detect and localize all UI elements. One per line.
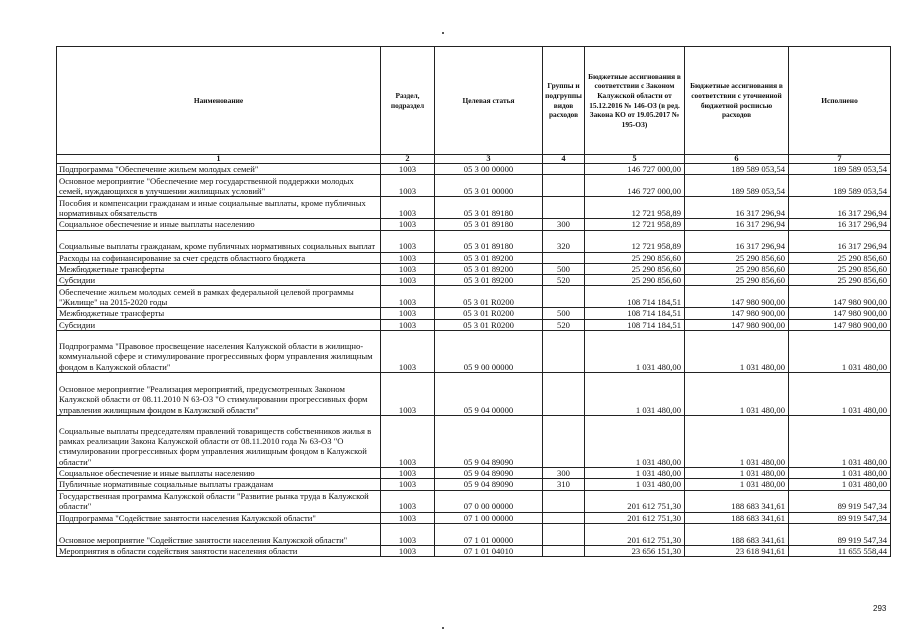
table-row	[57, 263, 891, 274]
row-budget-law: 1 031 480,00	[585, 373, 685, 416]
row-section: 1003	[381, 197, 435, 219]
row-budget-refined: 188 683 341,61	[685, 512, 789, 523]
row-section: 1003	[381, 252, 435, 263]
row-budget-refined: 189 589 053,54	[685, 175, 789, 197]
column-number-row	[57, 155, 891, 164]
row-name: Межбюджетные трансферты	[57, 263, 381, 274]
row-target-article: 05 3 01 89200	[435, 275, 543, 286]
table-row	[57, 252, 891, 263]
row-budget-law: 25 290 856,60	[585, 263, 685, 274]
row-name: Основное мероприятие "Реализация мероприятий, предусмотренных Законом Калужской области от 08.11.2010 N 63-ОЗ "О стимулировании прогрессивных форм управления жилищным фондом в Калужской области"	[57, 373, 381, 416]
row-budget-law: 201 612 751,30	[585, 490, 685, 512]
scan-mark-top	[442, 32, 444, 34]
row-executed: 89 919 547,34	[789, 512, 891, 523]
row-target-article: 05 9 04 89090	[435, 468, 543, 479]
row-budget-law: 25 290 856,60	[585, 275, 685, 286]
row-name: Социальное обеспечение и иные выплаты населению	[57, 219, 381, 230]
row-target-article: 07 1 00 00000	[435, 512, 543, 523]
table-row	[57, 275, 891, 286]
row-target-article: 05 3 01 89200	[435, 252, 543, 263]
row-target-article: 05 3 01 00000	[435, 175, 543, 197]
row-budget-refined: 1 031 480,00	[685, 479, 789, 490]
row-budget-law: 1 031 480,00	[585, 479, 685, 490]
row-target-article: 07 0 00 00000	[435, 490, 543, 512]
row-executed: 25 290 856,60	[789, 263, 891, 274]
row-target-article: 05 9 04 89090	[435, 479, 543, 490]
row-executed: 189 589 053,54	[789, 164, 891, 175]
row-expense-group: 500	[543, 308, 585, 319]
row-budget-refined: 25 290 856,60	[685, 275, 789, 286]
row-budget-refined: 147 980 900,00	[685, 319, 789, 330]
row-budget-refined: 1 031 480,00	[685, 468, 789, 479]
row-expense-group	[543, 175, 585, 197]
table-row	[57, 319, 891, 330]
row-expense-group	[543, 545, 585, 556]
row-executed: 89 919 547,34	[789, 523, 891, 545]
row-expense-group	[543, 512, 585, 523]
row-expense-group: 520	[543, 275, 585, 286]
table-row	[57, 164, 891, 175]
row-target-article: 05 3 01 89200	[435, 263, 543, 274]
row-section: 1003	[381, 319, 435, 330]
row-executed: 25 290 856,60	[789, 252, 891, 263]
table-row	[57, 219, 891, 230]
row-target-article: 05 3 01 R0200	[435, 308, 543, 319]
row-name: Социальные выплаты гражданам, кроме публичных нормативных социальных выплат	[57, 230, 381, 252]
row-section: 1003	[381, 263, 435, 274]
row-expense-group: 520	[543, 319, 585, 330]
row-section: 1003	[381, 512, 435, 523]
row-expense-group: 300	[543, 219, 585, 230]
column-number: 3	[435, 155, 543, 164]
row-budget-refined: 25 290 856,60	[685, 263, 789, 274]
row-name: Межбюджетные трансферты	[57, 308, 381, 319]
row-expense-group	[543, 286, 585, 308]
row-name: Подпрограмма "Обеспечение жильем молодых семей"	[57, 164, 381, 175]
row-target-article: 05 3 00 00000	[435, 164, 543, 175]
row-executed: 1 031 480,00	[789, 331, 891, 373]
table-row	[57, 545, 891, 556]
row-budget-law: 25 290 856,60	[585, 252, 685, 263]
column-number: 5	[585, 155, 685, 164]
row-section: 1003	[381, 468, 435, 479]
row-expense-group: 300	[543, 468, 585, 479]
row-target-article: 07 1 01 04010	[435, 545, 543, 556]
budget-table	[56, 46, 891, 557]
row-budget-law: 1 031 480,00	[585, 416, 685, 468]
row-executed: 25 290 856,60	[789, 275, 891, 286]
row-name: Обеспечение жильем молодых семей в рамках федеральной целевой программы "Жилище" на 2015-2020 годы	[57, 286, 381, 308]
row-section: 1003	[381, 490, 435, 512]
row-budget-refined: 1 031 480,00	[685, 373, 789, 416]
row-budget-law: 1 031 480,00	[585, 331, 685, 373]
row-budget-law: 108 714 184,51	[585, 319, 685, 330]
row-target-article: 07 1 01 00000	[435, 523, 543, 545]
table-row	[57, 331, 891, 373]
row-name: Расходы на софинансирование за счет средств областного бюджета	[57, 252, 381, 263]
row-section: 1003	[381, 523, 435, 545]
table-row	[57, 230, 891, 252]
row-name: Мероприятия в области содействия занятости населения области	[57, 545, 381, 556]
column-number: 2	[381, 155, 435, 164]
table-row	[57, 373, 891, 416]
row-section: 1003	[381, 175, 435, 197]
row-section: 1003	[381, 219, 435, 230]
row-budget-law: 146 727 000,00	[585, 175, 685, 197]
row-target-article: 05 9 04 89090	[435, 416, 543, 468]
row-expense-group	[543, 164, 585, 175]
row-budget-refined: 1 031 480,00	[685, 331, 789, 373]
header-budget-law: Бюджетные ассигнования в соответствии с Законом Калужской области от 15.12.2016 № 146-ОЗ (в ред. Закона КО от 19.05.2017 № 195-ОЗ)	[585, 47, 685, 155]
row-target-article: 05 9 04 00000	[435, 373, 543, 416]
row-expense-group	[543, 523, 585, 545]
row-section: 1003	[381, 479, 435, 490]
row-name: Подпрограмма "Содействие занятости населения Калужской области"	[57, 512, 381, 523]
row-budget-law: 201 612 751,30	[585, 523, 685, 545]
row-budget-refined: 188 683 341,61	[685, 523, 789, 545]
table-row	[57, 416, 891, 468]
row-expense-group	[543, 416, 585, 468]
budget-report-page	[56, 46, 890, 557]
header-section: Раздел, подраздел	[381, 47, 435, 155]
table-row	[57, 175, 891, 197]
table-row	[57, 490, 891, 512]
row-name: Субсидии	[57, 275, 381, 286]
row-budget-refined: 16 317 296,94	[685, 219, 789, 230]
row-name: Социальное обеспечение и иные выплаты населению	[57, 468, 381, 479]
scan-mark-bottom	[442, 627, 444, 629]
row-expense-group: 320	[543, 230, 585, 252]
row-name: Государственная программа Калужской области "Развитие рынка труда в Калужской области"	[57, 490, 381, 512]
table-row	[57, 286, 891, 308]
row-target-article: 05 3 01 89180	[435, 197, 543, 219]
row-executed: 147 980 900,00	[789, 308, 891, 319]
row-executed: 1 031 480,00	[789, 416, 891, 468]
row-section: 1003	[381, 416, 435, 468]
header-article: Целевая статья	[435, 47, 543, 155]
row-section: 1003	[381, 164, 435, 175]
row-budget-refined: 188 683 341,61	[685, 490, 789, 512]
column-number: 4	[543, 155, 585, 164]
page-number: 293	[873, 604, 887, 613]
row-section: 1003	[381, 275, 435, 286]
row-budget-law: 12 721 958,89	[585, 230, 685, 252]
row-executed: 1 031 480,00	[789, 468, 891, 479]
row-executed: 147 980 900,00	[789, 286, 891, 308]
row-section: 1003	[381, 230, 435, 252]
row-budget-law: 12 721 958,89	[585, 219, 685, 230]
row-budget-law: 146 727 000,00	[585, 164, 685, 175]
header-executed: Исполнено	[789, 47, 891, 155]
row-executed: 89 919 547,34	[789, 490, 891, 512]
table-row	[57, 468, 891, 479]
row-executed: 1 031 480,00	[789, 479, 891, 490]
row-section: 1003	[381, 286, 435, 308]
row-name: Публичные нормативные социальные выплаты гражданам	[57, 479, 381, 490]
row-expense-group: 310	[543, 479, 585, 490]
table-header	[57, 47, 891, 164]
row-target-article: 05 3 01 R0200	[435, 319, 543, 330]
header-name: Наименование	[57, 47, 381, 155]
row-target-article: 05 9 00 00000	[435, 331, 543, 373]
row-section: 1003	[381, 545, 435, 556]
row-budget-refined: 16 317 296,94	[685, 197, 789, 219]
row-budget-law: 1 031 480,00	[585, 468, 685, 479]
row-target-article: 05 3 01 89180	[435, 230, 543, 252]
row-executed: 147 980 900,00	[789, 319, 891, 330]
row-section: 1003	[381, 331, 435, 373]
row-budget-law: 12 721 958,89	[585, 197, 685, 219]
row-target-article: 05 3 01 R0200	[435, 286, 543, 308]
row-budget-law: 108 714 184,51	[585, 308, 685, 319]
row-budget-refined: 16 317 296,94	[685, 230, 789, 252]
row-budget-law: 23 656 151,30	[585, 545, 685, 556]
row-budget-refined: 25 290 856,60	[685, 252, 789, 263]
column-number: 1	[57, 155, 381, 164]
row-expense-group	[543, 490, 585, 512]
header-budget-refined: Бюджетные ассигнования в соответствии с уточненной бюджетной росписью расходов	[685, 47, 789, 155]
row-name: Субсидии	[57, 319, 381, 330]
row-name: Пособия и компенсации гражданам и иные социальные выплаты, кроме публичных нормативных обязательств	[57, 197, 381, 219]
row-budget-law: 108 714 184,51	[585, 286, 685, 308]
row-budget-refined: 147 980 900,00	[685, 286, 789, 308]
row-target-article: 05 3 01 89180	[435, 219, 543, 230]
row-section: 1003	[381, 308, 435, 319]
row-budget-refined: 23 618 941,61	[685, 545, 789, 556]
row-name: Основное мероприятие "Содействие занятости населения Калужской области"	[57, 523, 381, 545]
row-budget-law: 201 612 751,30	[585, 512, 685, 523]
row-executed: 189 589 053,54	[789, 175, 891, 197]
table-row	[57, 512, 891, 523]
row-executed: 1 031 480,00	[789, 373, 891, 416]
table-body	[57, 164, 891, 557]
row-executed: 16 317 296,94	[789, 230, 891, 252]
row-budget-refined: 189 589 053,54	[685, 164, 789, 175]
row-section: 1003	[381, 373, 435, 416]
row-budget-refined: 1 031 480,00	[685, 416, 789, 468]
row-expense-group	[543, 331, 585, 373]
table-row	[57, 523, 891, 545]
row-executed: 16 317 296,94	[789, 197, 891, 219]
table-row	[57, 479, 891, 490]
column-number: 7	[789, 155, 891, 164]
row-budget-refined: 147 980 900,00	[685, 308, 789, 319]
table-row	[57, 308, 891, 319]
row-expense-group	[543, 373, 585, 416]
row-name: Социальные выплаты председателям правлений товариществ собственников жилья в рамках реализации Закона Калужской области от 08.11.2010 года № 63-ОЗ "О стимулировании прогрессивных форм управления жилищным фондом в Калужской области"	[57, 416, 381, 468]
row-expense-group	[543, 252, 585, 263]
row-name: Подпрограмма "Правовое просвещение населения Калужской области в жилищно-коммунальной сфере и стимулирование прогрессивных форм управления жилищным фондом в Калужской области"	[57, 331, 381, 373]
row-executed: 11 655 558,44	[789, 545, 891, 556]
row-executed: 16 317 296,94	[789, 219, 891, 230]
table-row	[57, 197, 891, 219]
row-name: Основное мероприятие "Обеспечение мер государственной поддержки молодых семей, нуждающихся в улучшении жилищных условий"	[57, 175, 381, 197]
column-number: 6	[685, 155, 789, 164]
header-group: Группы и подгруппы видов расходов	[543, 47, 585, 155]
row-expense-group	[543, 197, 585, 219]
row-expense-group: 500	[543, 263, 585, 274]
